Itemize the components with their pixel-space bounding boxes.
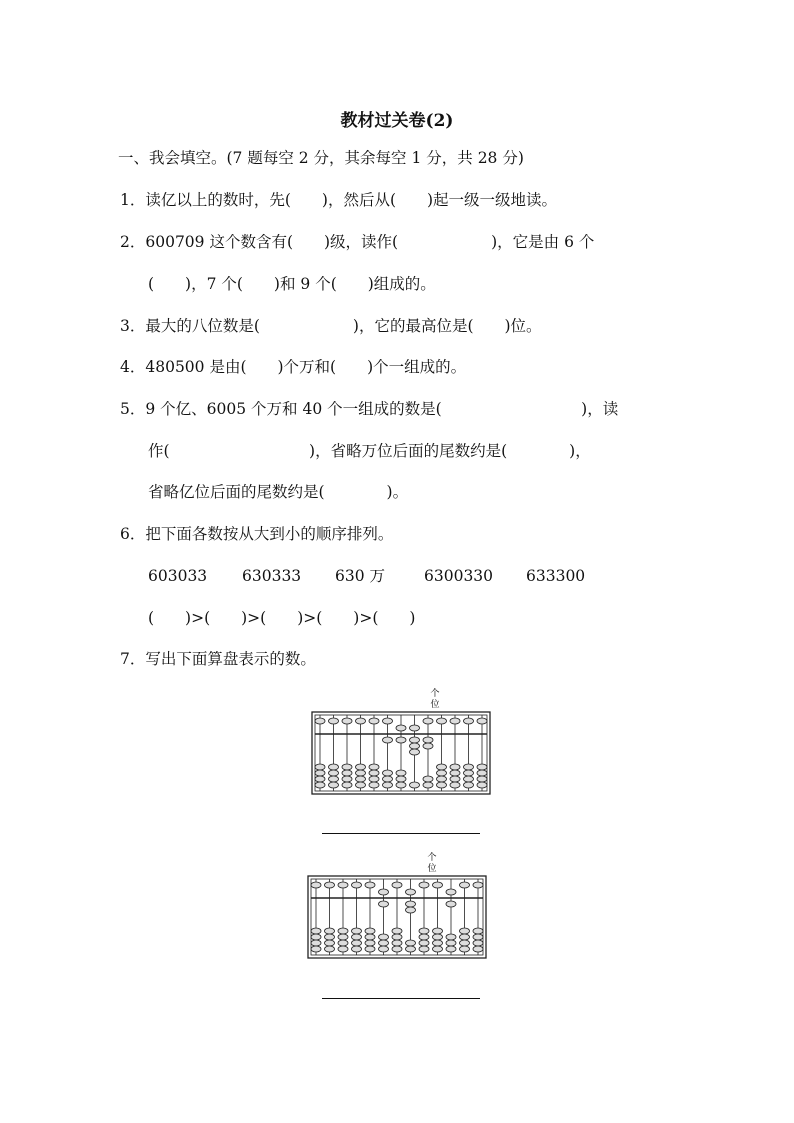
abacus-bead <box>464 718 474 724</box>
abacus-bead <box>406 946 416 952</box>
abacus-bead <box>329 764 339 770</box>
abacus-bead <box>433 940 443 946</box>
abacus-bead <box>338 940 348 946</box>
abacus-bead <box>356 764 366 770</box>
abacus-bead <box>460 928 470 934</box>
abacus-bead <box>464 770 474 776</box>
abacus-bead <box>383 737 393 743</box>
abacus-bead <box>446 934 456 940</box>
abacus-bead <box>342 782 352 788</box>
abacus-bead <box>446 946 456 952</box>
abacus-bead <box>460 934 470 940</box>
abacus-bead <box>325 928 335 934</box>
abacus-bead <box>419 940 429 946</box>
abacus-bead <box>410 743 420 749</box>
abacus-bead <box>460 946 470 952</box>
abacus-bead <box>450 782 460 788</box>
abacus-bead <box>329 770 339 776</box>
abacus-bead <box>460 940 470 946</box>
abacus-bead <box>315 764 325 770</box>
abacus-bead <box>315 776 325 782</box>
abacus-bead <box>311 928 321 934</box>
abacus-bead <box>379 934 389 940</box>
abacus-bead <box>477 776 487 782</box>
question-4: 4．480500 是由( )个万和( )个一组成的。 <box>120 358 467 376</box>
question-3: 3．最大的八位数是( )，它的最高位是( )位。 <box>120 317 542 335</box>
abacus-bead <box>423 737 433 743</box>
answer-blank-1[interactable] <box>322 833 480 834</box>
abacus-bead <box>315 718 325 724</box>
abacus-bead <box>419 946 429 952</box>
abacus-label-ge: 个 <box>430 689 440 699</box>
abacus-bead <box>446 901 456 907</box>
abacus-bead <box>406 901 416 907</box>
question-1: 1．读亿以上的数时，先( )，然后从( )起一级一级地读。 <box>120 191 558 209</box>
abacus-bead <box>338 882 348 888</box>
question-6: 6．把下面各数按从大到小的顺序排列。 <box>120 525 394 543</box>
question-5-line-3: 省略亿位后面的尾数约是( )。 <box>148 483 409 501</box>
abacus-bead <box>365 946 375 952</box>
abacus-bead <box>437 782 447 788</box>
abacus-bead <box>464 782 474 788</box>
abacus-bead <box>410 782 420 788</box>
abacus-bead <box>423 743 433 749</box>
abacus-bead <box>352 928 362 934</box>
abacus-bead <box>379 946 389 952</box>
number-list-item: 630333 <box>242 567 302 585</box>
abacus-bead <box>352 940 362 946</box>
abacus-bead <box>329 718 339 724</box>
abacus-bead <box>406 889 416 895</box>
abacus-bead <box>315 770 325 776</box>
abacus-bead <box>369 770 379 776</box>
abacus-bead <box>419 934 429 940</box>
abacus-1 <box>300 686 500 798</box>
abacus-bead <box>352 946 362 952</box>
abacus-bead <box>311 946 321 952</box>
page-title: 教材过关卷(2) <box>340 111 454 131</box>
abacus-bead <box>433 882 443 888</box>
abacus-bead <box>437 764 447 770</box>
abacus-bead <box>352 882 362 888</box>
abacus-bead <box>446 940 456 946</box>
abacus-bead <box>342 764 352 770</box>
abacus-bead <box>311 934 321 940</box>
abacus-bead <box>369 782 379 788</box>
abacus-bead <box>450 718 460 724</box>
abacus-bead <box>410 725 420 731</box>
abacus-label-wei: 位 <box>430 700 440 710</box>
abacus-bead <box>325 882 335 888</box>
abacus-bead <box>410 749 420 755</box>
question-5-line-2: 作( )，省略万位后面的尾数约是( )， <box>148 442 591 460</box>
abacus-bead <box>369 776 379 782</box>
abacus-bead <box>311 940 321 946</box>
number-list-item: 633300 <box>526 567 586 585</box>
abacus-bead <box>325 946 335 952</box>
abacus-bead <box>437 776 447 782</box>
abacus-bead <box>460 882 470 888</box>
abacus-bead <box>446 889 456 895</box>
abacus-bead <box>450 764 460 770</box>
abacus-bead <box>396 737 406 743</box>
abacus-bead <box>473 882 483 888</box>
abacus-bead <box>464 776 474 782</box>
abacus-bead <box>342 718 352 724</box>
abacus-bead <box>410 737 420 743</box>
abacus-bead <box>433 934 443 940</box>
abacus-2 <box>300 850 500 962</box>
abacus-bead <box>423 782 433 788</box>
abacus-bead <box>379 889 389 895</box>
abacus-bead <box>365 934 375 940</box>
answer-blank-2[interactable] <box>322 998 480 999</box>
question-2-line-1: 2．600709 这个数含有( )级，读作( )，它是由 6 个 <box>120 233 595 251</box>
abacus-bead <box>315 782 325 788</box>
abacus-bead <box>379 901 389 907</box>
abacus-bead <box>433 928 443 934</box>
abacus-bead <box>477 782 487 788</box>
abacus-bead <box>356 718 366 724</box>
abacus-bead <box>396 725 406 731</box>
abacus-bead <box>342 776 352 782</box>
number-list-item: 6300330 <box>424 567 494 585</box>
abacus-label-ge: 个 <box>427 853 437 863</box>
abacus-bead <box>477 770 487 776</box>
number-list-item: 630 万 <box>335 567 386 585</box>
abacus-bead <box>450 770 460 776</box>
abacus-label-wei: 位 <box>427 864 437 874</box>
abacus-bead <box>365 940 375 946</box>
abacus-bead <box>392 934 402 940</box>
abacus-bead <box>325 934 335 940</box>
abacus-bead <box>329 776 339 782</box>
abacus-bead <box>477 718 487 724</box>
abacus-bead <box>473 928 483 934</box>
abacus-bead <box>356 776 366 782</box>
section-heading: 一、我会填空。(7 题每空 2 分，其余每空 1 分，共 28 分) <box>118 149 524 167</box>
abacus-bead <box>450 776 460 782</box>
abacus-bead <box>352 934 362 940</box>
abacus-bead <box>437 770 447 776</box>
abacus-bead <box>383 782 393 788</box>
abacus-bead <box>329 782 339 788</box>
abacus-bead <box>406 907 416 913</box>
abacus-bead <box>419 882 429 888</box>
question-2-line-2: ( )，7 个( )和 9 个( )组成的。 <box>148 275 436 293</box>
abacus-bead <box>365 928 375 934</box>
abacus-bead <box>325 940 335 946</box>
order-answer-line: ( )>( )>( )>( )>( ) <box>148 609 416 627</box>
abacus-bead <box>356 782 366 788</box>
abacus-bead <box>473 946 483 952</box>
abacus-bead <box>392 928 402 934</box>
abacus-bead <box>419 928 429 934</box>
abacus-bead <box>396 770 406 776</box>
abacus-bead <box>338 934 348 940</box>
abacus-bead <box>477 764 487 770</box>
abacus-bead <box>379 940 389 946</box>
abacus-bead <box>356 770 366 776</box>
abacus-bead <box>473 940 483 946</box>
abacus-bead <box>396 776 406 782</box>
abacus-bead <box>369 764 379 770</box>
question-5-line-1: 5．9 个亿、6005 个万和 40 个一组成的数是( )，读 <box>120 400 619 418</box>
abacus-bead <box>423 776 433 782</box>
number-list-item: 603033 <box>148 567 208 585</box>
abacus-bead <box>383 770 393 776</box>
abacus-bead <box>437 718 447 724</box>
abacus-bead <box>406 940 416 946</box>
abacus-bead <box>396 782 406 788</box>
abacus-bead <box>338 946 348 952</box>
abacus-bead <box>342 770 352 776</box>
abacus-bead <box>338 928 348 934</box>
abacus-bead <box>392 946 402 952</box>
question-7: 7．写出下面算盘表示的数。 <box>120 650 316 668</box>
abacus-bead <box>365 882 375 888</box>
abacus-bead <box>383 776 393 782</box>
abacus-bead <box>473 934 483 940</box>
abacus-bead <box>369 718 379 724</box>
abacus-bead <box>392 882 402 888</box>
abacus-bead <box>423 718 433 724</box>
abacus-bead <box>433 946 443 952</box>
abacus-bead <box>464 764 474 770</box>
abacus-bead <box>383 718 393 724</box>
abacus-bead <box>311 882 321 888</box>
abacus-bead <box>392 940 402 946</box>
